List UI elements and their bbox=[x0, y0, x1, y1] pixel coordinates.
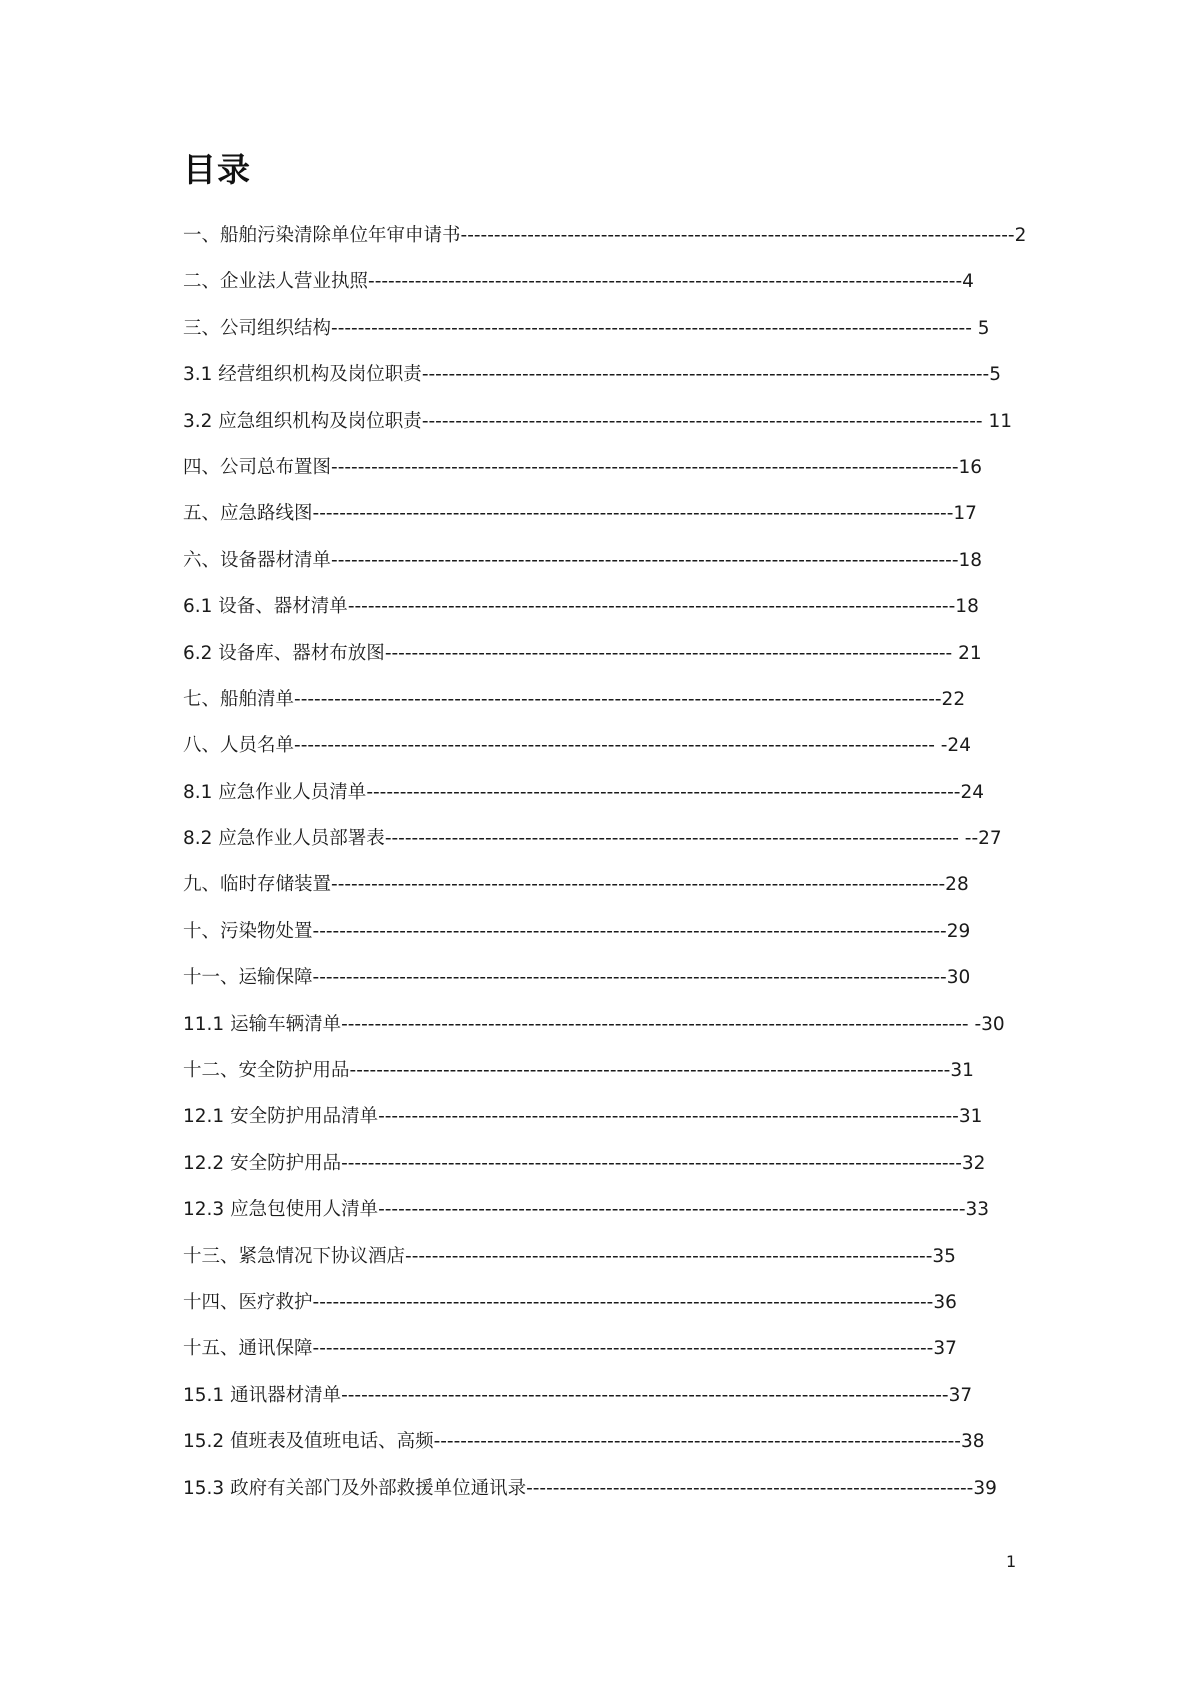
toc-entry-page: -24 bbox=[934, 735, 971, 757]
toc-entry-leader: ----------------------------------------------------------------------------------------------- bbox=[312, 967, 947, 989]
toc-entry-title: 3.2 应急组织机构及岗位职责 bbox=[183, 410, 422, 432]
toc-entry-title: 十五、通讯保障 bbox=[183, 1338, 313, 1360]
toc-entry-title: 五、应急路线图 bbox=[183, 503, 313, 525]
toc-entry-title: 三、公司组织结构 bbox=[183, 317, 332, 339]
toc-entry-title: 3.1 经营组织机构及岗位职责 bbox=[183, 364, 422, 386]
toc-entry bbox=[183, 593, 1026, 639]
toc-entry bbox=[183, 640, 1026, 686]
toc-entry-leader: ----------------------------------------------------------------------------------------------- bbox=[312, 920, 947, 942]
toc-entry-page: 39 bbox=[973, 1477, 997, 1499]
toc-entry-leader: --------------------------------------------------------------------------------------------- bbox=[312, 1338, 934, 1360]
toc-entry-page: 5 bbox=[989, 364, 1002, 386]
toc-entry-page: 31 bbox=[958, 1106, 983, 1128]
toc-entry-leader: -------------------------------------------------------------------------------------------- bbox=[331, 874, 946, 896]
toc-entry-page: 24 bbox=[960, 781, 984, 803]
toc-entry-page: 17 bbox=[953, 503, 977, 525]
toc-entry-page: 21 bbox=[952, 642, 982, 664]
toc-entry-title: 十、污染物处置 bbox=[183, 920, 313, 942]
toc-entry-title: 十三、紧急情况下协议酒店 bbox=[183, 1245, 406, 1267]
toc-entry-leader: ------------------------------------------------------------------------------------- bbox=[384, 642, 953, 664]
toc-entry bbox=[183, 1335, 1026, 1381]
toc-entry bbox=[183, 1289, 1026, 1335]
toc-entry-leader: --------------------------------------------------------------------------------------------- bbox=[341, 1152, 962, 1174]
toc-entry bbox=[183, 1103, 1026, 1149]
toc-entry-leader: ------------------------------------------------------------------------------------------------ bbox=[331, 317, 972, 339]
toc-entry-title: 九、临时存储装置 bbox=[183, 874, 332, 896]
toc-entry-page: 16 bbox=[958, 456, 983, 478]
toc-entry-page: 11 bbox=[982, 410, 1012, 432]
toc-entry-title: 一、船舶污染清除单位年审申请书 bbox=[183, 225, 461, 246]
table-of-contents bbox=[183, 222, 1026, 1521]
toc-entry-leader: ----------------------------------------------------------------------------------------- bbox=[368, 271, 963, 293]
toc-entry-title: 8.2 应急作业人员部署表 bbox=[183, 828, 385, 850]
toc-entry bbox=[183, 408, 1026, 454]
toc-entry-title: 12.1 安全防护用品清单 bbox=[183, 1106, 379, 1128]
page-title: 目录 bbox=[183, 150, 251, 189]
toc-entry-page: 31 bbox=[950, 1060, 974, 1082]
toc-entry-page: 28 bbox=[945, 874, 969, 896]
toc-entry-page: 5 bbox=[971, 317, 990, 339]
toc-entry-leader: ------------------------------------------------------------------------------------ bbox=[421, 410, 983, 432]
toc-entry-page: 2 bbox=[1014, 225, 1027, 246]
toc-entry-title: 11.1 运输车辆清单 bbox=[183, 1013, 342, 1035]
toc-entry-title: 6.1 设备、器材清单 bbox=[183, 596, 348, 618]
toc-entry-title: 十二、安全防护用品 bbox=[183, 1060, 350, 1082]
toc-entry-leader: ---------------------------------------------------------------------------------------- bbox=[378, 1199, 966, 1221]
toc-entry-page: --27 bbox=[958, 828, 1002, 850]
toc-entry-leader: ------------------------------------------------------------------------------- bbox=[433, 1431, 961, 1453]
toc-entry-title: 二、企业法人营业执照 bbox=[183, 271, 369, 293]
toc-entry bbox=[183, 315, 1026, 361]
toc-entry-page: 38 bbox=[960, 1431, 985, 1453]
toc-entry-title: 七、船舶清单 bbox=[183, 688, 295, 710]
toc-entry-title: 十一、运输保障 bbox=[183, 967, 313, 989]
toc-entry-page: 29 bbox=[946, 920, 971, 942]
toc-entry bbox=[183, 1382, 1026, 1428]
toc-entry-page: 22 bbox=[941, 688, 966, 710]
toc-entry-title: 12.2 安全防护用品 bbox=[183, 1152, 342, 1174]
toc-entry-page: 4 bbox=[962, 271, 974, 293]
toc-entry bbox=[183, 1150, 1026, 1196]
toc-entry bbox=[183, 547, 1026, 593]
toc-entry-title: 四、公司总布置图 bbox=[183, 456, 332, 478]
toc-entry-title: 15.3 政府有关部门及外部救援单位通讯录 bbox=[183, 1477, 527, 1499]
toc-entry bbox=[183, 1428, 1026, 1474]
toc-entry bbox=[183, 686, 1026, 732]
toc-entry-title: 15.2 值班表及值班电话、高频 bbox=[183, 1431, 434, 1453]
toc-entry bbox=[183, 871, 1026, 917]
toc-entry-title: 6.2 设备库、器材布放图 bbox=[183, 642, 385, 664]
toc-entry-leader: ---------------------------------------------------------------------------------------------- bbox=[331, 549, 959, 571]
toc-entry bbox=[183, 1011, 1026, 1057]
toc-entry-page: 37 bbox=[933, 1338, 957, 1360]
toc-entry-title: 8.1 应急作业人员清单 bbox=[183, 781, 367, 803]
toc-entry bbox=[183, 222, 1026, 268]
toc-entry-leader: ------------------------------------------------------------------------------------------ bbox=[349, 1060, 951, 1082]
toc-entry-page: -30 bbox=[968, 1013, 1005, 1035]
toc-entry-leader: ---------------------------------------------------------------------------------------------- bbox=[331, 456, 959, 478]
toc-entry-leader: ----------------------------------------------------------------------------------- bbox=[460, 225, 1015, 246]
toc-entry bbox=[183, 500, 1026, 546]
toc-entry-page: 37 bbox=[948, 1384, 973, 1406]
toc-entry-leader: ---------------------------------------------------------------------------------------------- bbox=[341, 1013, 969, 1035]
toc-entry-title: 十四、医疗救护 bbox=[183, 1291, 313, 1313]
toc-entry-leader: --------------------------------------------------------------------------------------------- bbox=[312, 1291, 934, 1313]
toc-entry-leader: ------------------------------------------------------------------------------------------------ bbox=[312, 503, 954, 525]
toc-entry-title: 八、人员名单 bbox=[183, 735, 295, 757]
toc-entry bbox=[183, 454, 1026, 500]
toc-entry-leader: ----------------------------------------------------------------------------------------- bbox=[366, 781, 961, 803]
toc-entry-leader: ------------------------------------------------------------------------------------------------ bbox=[294, 735, 935, 757]
toc-entry-leader: -------------------------------------------------------------------------------------- bbox=[384, 828, 959, 850]
toc-entry bbox=[183, 732, 1026, 778]
toc-entry-page: 35 bbox=[932, 1245, 956, 1267]
toc-entry-title: 15.1 通讯器材清单 bbox=[183, 1384, 342, 1406]
toc-entry bbox=[183, 1243, 1026, 1289]
toc-entry-leader: --------------------------------------------------------------------------------------- bbox=[378, 1106, 959, 1128]
toc-entry bbox=[183, 964, 1026, 1010]
toc-entry-leader: ------------------------------------------------------------------------------------------- bbox=[341, 1384, 949, 1406]
toc-entry bbox=[183, 1475, 1026, 1521]
toc-entry bbox=[183, 1057, 1026, 1103]
toc-entry bbox=[183, 1196, 1026, 1242]
toc-entry bbox=[183, 779, 1026, 825]
toc-entry bbox=[183, 825, 1026, 871]
toc-entry-page: 18 bbox=[955, 596, 979, 618]
toc-entry-page: 32 bbox=[961, 1152, 986, 1174]
toc-entry-leader: ------------------------------------------------------------------------------------- bbox=[421, 364, 990, 386]
toc-entry-page: 33 bbox=[965, 1199, 990, 1221]
toc-entry-leader: ------------------------------------------------------------------------------------------------- bbox=[294, 688, 942, 710]
page-number: 1 bbox=[1006, 1552, 1017, 1571]
toc-entry-leader: ------------------------------------------------------------------------------------------- bbox=[347, 596, 956, 618]
toc-entry bbox=[183, 268, 1026, 314]
toc-entry bbox=[183, 918, 1026, 964]
toc-entry-leader: ------------------------------------------------------------------------------- bbox=[405, 1245, 933, 1267]
toc-entry-page: 36 bbox=[933, 1291, 957, 1313]
toc-entry-page: 18 bbox=[958, 549, 983, 571]
toc-entry-title: 12.3 应急包使用人清单 bbox=[183, 1199, 379, 1221]
toc-entry-leader: ------------------------------------------------------------------- bbox=[526, 1477, 974, 1499]
toc-entry-page: 30 bbox=[946, 967, 971, 989]
toc-entry-title: 六、设备器材清单 bbox=[183, 549, 332, 571]
toc-entry bbox=[183, 361, 1026, 407]
